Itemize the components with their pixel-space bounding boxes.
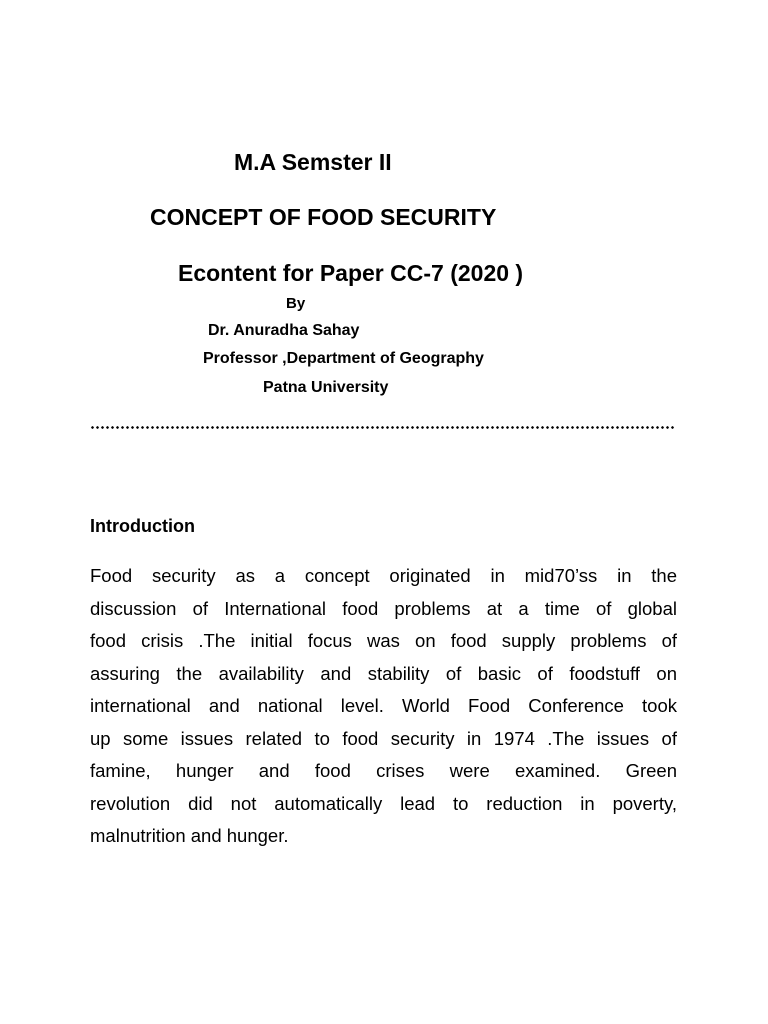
paragraph-line: Food security as a concept originated in mid70’ss in the xyxy=(90,565,677,586)
semester-heading: M.A Semster II xyxy=(234,149,392,175)
paragraph-line: assuring the availability and stability of basic of foodstuff on xyxy=(90,662,677,684)
university-name: Patna University xyxy=(263,379,389,396)
introduction-heading: Introduction xyxy=(90,516,195,536)
paragraph-line: food crisis .The initial focus was on food supply problems of xyxy=(90,630,677,651)
introduction-paragraph xyxy=(90,560,677,853)
paragraph-line: discussion of International food problems at a time of global xyxy=(90,597,677,619)
author-designation: Professor ,Department of Geography xyxy=(203,350,484,367)
document-title: CONCEPT OF FOOD SECURITY xyxy=(150,204,497,230)
paragraph-line: famine, hunger and food crises were examined. Green xyxy=(90,760,677,781)
by-label: By xyxy=(286,295,306,312)
paragraph-line: malnutrition and hunger. xyxy=(90,825,289,846)
dotted-divider xyxy=(90,426,676,429)
paragraph-line: international and national level. World Food Conference took xyxy=(90,695,677,716)
paragraph-line: up some issues related to food security in 1974 .The issues of xyxy=(90,727,677,749)
author-name: Dr. Anuradha Sahay xyxy=(208,322,360,339)
paragraph-line: revolution did not automatically lead to reduction in poverty, xyxy=(90,792,677,814)
econtent-subtitle: Econtent for Paper CC-7 (2020 ) xyxy=(178,260,524,286)
